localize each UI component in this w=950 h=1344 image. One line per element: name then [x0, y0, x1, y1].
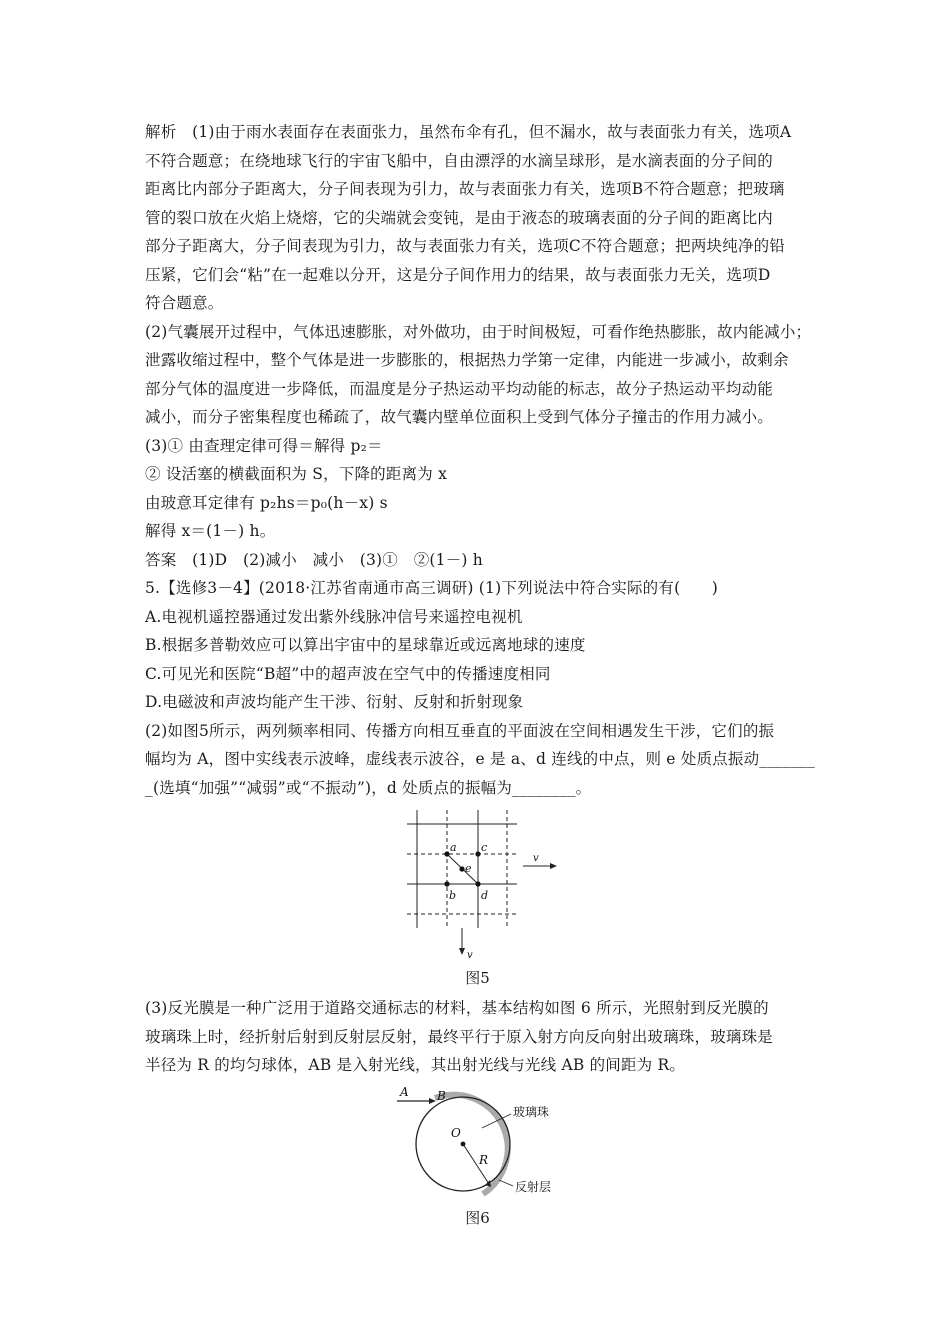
wave-interference-diagram	[145, 806, 810, 966]
text-line: (2)气囊展开过程中，气体迅速膨胀，对外做功，由于时间极短，可看作绝热膨胀，故内能减小；	[145, 322, 812, 341]
text-line: 泄露收缩过程中，整个气体是进一步膨胀的，根据热力学第一定律，内能进一步减小，故剩余	[145, 351, 789, 369]
text-line: ② 设活塞的横截面积为 S，下降的距离为 x	[145, 465, 448, 483]
label-R: R	[479, 1152, 489, 1167]
arrow-right-icon	[429, 1098, 436, 1104]
text-line: 答案 (1)D (2)减小 减小 (3)① ②(1－) h	[145, 550, 483, 569]
glass-bead-diagram	[145, 1086, 810, 1204]
text-line: 解析 (1)由于雨水表面存在表面张力，虽然布伞有孔，但不漏水，故与表面张力有关，选项A	[145, 123, 792, 141]
text-line: _(选填“加强”“减弱”或“不振动”)，d 处质点的振幅为________。	[145, 778, 592, 797]
label-O: O	[451, 1125, 461, 1140]
label-B: B	[437, 1088, 446, 1103]
text-line: 压紧，它们会“粘”在一起难以分开，这是分子间作用力的结果，故与表面张力无关，选项D	[145, 265, 771, 284]
reflective-layer	[435, 1094, 508, 1193]
arrow-down-icon	[459, 948, 465, 955]
point-b	[444, 881, 449, 886]
text-line: (3)① 由查理定律可得＝解得 p₂＝	[145, 436, 383, 455]
text-line: (3)反光膜是一种广泛用于道路交通标志的材料，基本结构如图 6 所示，光照射到反光膜的	[145, 999, 769, 1017]
text-line: 不符合题意；在绕地球飞行的宇宙飞船中，自由漂浮的水滴呈球形，是水滴表面的分子间的	[145, 151, 774, 170]
label-A: A	[400, 1085, 409, 1099]
text-line: 管的裂口放在火焰上烧熔，它的尖端就会变钝，是由于液态的玻璃表面的分子间的距离比内	[145, 208, 774, 227]
arrow-right-icon	[550, 863, 557, 869]
point-e	[459, 866, 464, 871]
label-b: b	[449, 889, 457, 902]
figure-6	[145, 1086, 810, 1236]
text-line: 部分气体的温度进一步降低，而温度是分子热运动平均动能的标志，故分子热运动平均动能	[145, 379, 774, 398]
label-a: a	[450, 841, 457, 854]
label-glass-bead: 玻璃珠	[513, 1104, 550, 1119]
text-line: (2)如图5所示，两列频率相同、传播方向相互垂直的平面波在空间相遇发生干涉，它们的振	[145, 721, 775, 740]
text-line: 玻璃珠上时，经折射后射到反射层反射，最终平行于原入射方向反向射出玻璃珠，玻璃珠是	[145, 1027, 774, 1046]
text-line: B.根据多普勒效应可以算出宇宙中的星球靠近或远离地球的速度	[145, 636, 586, 654]
text-line: 半径为 R 的均匀球体，AB 是入射光线，其出射光线与光线 AB 的间距为 R。	[145, 1056, 686, 1074]
figure-5-caption: 图5	[465, 969, 490, 987]
point-c	[475, 851, 480, 856]
label-c: c	[481, 841, 488, 854]
text-line: 幅均为 A，图中实线表示波峰，虚线表示波谷，e 是 a、d 连线的中点，则 e 处质点振动_______	[145, 750, 815, 768]
text-line: 由玻意耳定律有 p₂hs＝p₀(h－x) s	[145, 493, 388, 512]
text-line: D.电磁波和声波均能产生干涉、衍射、反射和折射现象	[145, 693, 524, 711]
text-line: C.可见光和医院“B超”中的超声波在空气中的传播速度相同	[145, 664, 551, 683]
figure-5	[145, 806, 810, 994]
point-d	[475, 881, 480, 886]
text-line: 5.【选修3－4】(2018·江苏省南通市高三调研) (1)下列说法中符合实际的有( )	[145, 579, 718, 597]
figure-6-caption: 图6	[465, 1208, 490, 1227]
text-line: 解得 x＝(1－) h。	[145, 522, 276, 540]
label-e: e	[465, 862, 472, 875]
text-line: 部分子距离大，分子间表现为引力，故与表面张力有关，选项C不符合题意；把两块纯净的铅	[145, 237, 786, 255]
text-line: 符合题意。	[145, 294, 224, 312]
document-content	[145, 118, 815, 1236]
label-v-down: v	[467, 950, 473, 961]
text-line: A.电视机遥控器通过发出紫外线脉冲信号来遥控电视机	[145, 607, 523, 626]
label-d: d	[481, 889, 489, 902]
text-line: 距离比内部分子距离大，分子间表现为引力，故与表面张力有关，选项B不符合题意；把玻璃	[145, 180, 785, 198]
label-reflective-layer: 反射层	[515, 1179, 552, 1194]
text-line: 减小，而分子密集程度也稀疏了，故气囊内壁单位面积上受到气体分子撞击的作用力减小。	[145, 408, 774, 426]
label-v-right: v	[533, 853, 539, 864]
point-a	[444, 851, 449, 856]
arrow-icon	[485, 1180, 491, 1187]
